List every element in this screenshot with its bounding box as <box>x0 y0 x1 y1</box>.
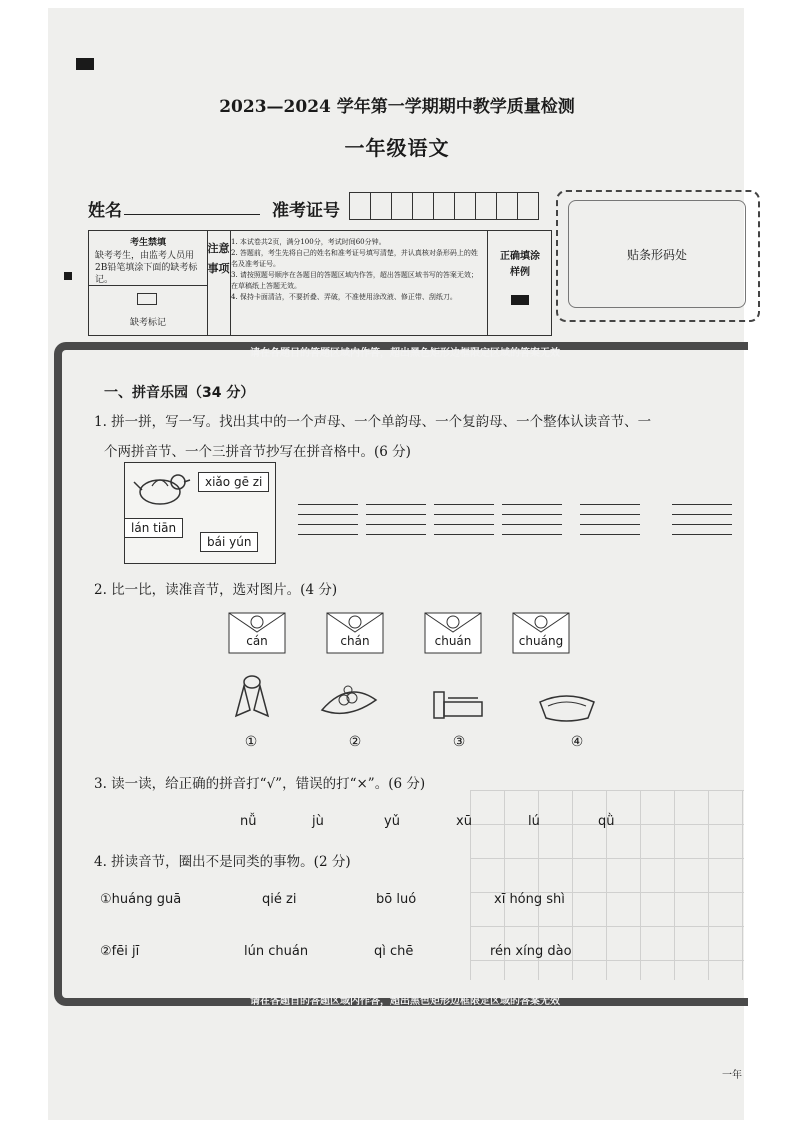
sample-cell <box>487 231 552 335</box>
section-title: 一、拼音乐园（34 分） <box>104 385 255 401</box>
side-registration-mark <box>64 272 72 280</box>
registration-mark <box>76 58 94 70</box>
silkworm-on-leaf-icon <box>318 676 378 726</box>
pinyin-word[interactable]: rén xíng dào <box>490 944 572 959</box>
card-syllable: cán <box>246 634 268 648</box>
digit-box[interactable] <box>433 192 455 220</box>
pinyin-word[interactable]: xī hóng shì <box>494 892 565 907</box>
pinyin-word[interactable]: ②fēi jī <box>100 944 140 959</box>
notes-item: 2. 答题前，考生先将自己的姓名和准考证号填写清楚，并认真核对条形码上的姓名及准考证号。 <box>231 249 478 268</box>
pinyin-writing-lines[interactable] <box>580 504 640 536</box>
exam-number-label: 准考证号 <box>272 201 340 221</box>
digit-box[interactable] <box>370 192 392 220</box>
bed-icon <box>428 676 488 726</box>
pinyin-word[interactable]: lún chuán <box>244 944 309 959</box>
missing-exam-checkbox[interactable] <box>137 293 157 305</box>
card-syllable: chuáng <box>518 634 564 648</box>
syllable-label: bái yún <box>200 532 258 552</box>
pinyin-item: nǚ <box>240 814 257 829</box>
picture-number: ④ <box>570 734 584 750</box>
picture-number: ② <box>348 734 362 750</box>
page-footer: 一年 <box>722 1070 742 1081</box>
card-syllable: chán <box>340 634 370 648</box>
cicada-icon <box>222 670 282 720</box>
pinyin-item: yǔ <box>384 814 400 829</box>
notice-table <box>88 230 552 336</box>
notes-item: 3. 请按照题号顺序在各题目的答题区域内作答，超出答题区域书写的答案无效；在草稿纸上答题无效。 <box>231 271 478 290</box>
digit-box[interactable] <box>349 192 371 220</box>
divider <box>89 285 207 286</box>
exam-number-boxes[interactable] <box>350 192 539 218</box>
pinyin-writing-lines[interactable] <box>672 504 732 536</box>
pinyin-writing-lines[interactable] <box>434 504 494 536</box>
filled-sample-mark <box>511 295 529 305</box>
notes-item: 4. 保持卡面清洁，不要折叠、弄破，不准使用涂改液、修正带、刮纸刀。 <box>231 293 457 301</box>
exam-subtitle: 一年级语文 <box>344 136 450 160</box>
syllable-label: xiǎo gē zi <box>198 472 269 492</box>
notes-list <box>231 237 479 303</box>
boat-icon <box>536 680 596 730</box>
notes-side-label: 注意事项 <box>207 231 231 335</box>
digit-box[interactable] <box>391 192 413 220</box>
sample-label: 正确填涂样例 <box>500 251 540 278</box>
pinyin-word[interactable]: ①huáng guā <box>100 892 182 907</box>
digit-box[interactable] <box>412 192 434 220</box>
missing-exam-cell <box>89 231 208 335</box>
notes-item: 1. 本试卷共2页，满分100分，考试时间60分钟。 <box>231 238 386 246</box>
card-syllable: chuán <box>434 634 472 648</box>
name-field[interactable] <box>124 214 260 215</box>
digit-box[interactable] <box>454 192 476 220</box>
pinyin-word[interactable]: qié zi <box>262 892 297 907</box>
frame-notice-top: 请在各题目的答题区域内作答，超出黑色矩形边框限定区域的答案无效 <box>250 348 560 359</box>
picture-number: ① <box>244 734 258 750</box>
barcode-label: 贴条形码处 <box>568 200 746 308</box>
pinyin-word[interactable]: qì chē <box>374 944 414 959</box>
pinyin-writing-lines[interactable] <box>298 504 358 536</box>
pinyin-item: jù <box>312 814 324 829</box>
missing-exam-label: 缺考标记 <box>129 318 166 328</box>
notice-body: 缺考考生，由监考人员用2B铅笔填涂下面的缺考标记。 <box>95 251 198 285</box>
digit-box[interactable] <box>496 192 518 220</box>
pinyin-word[interactable]: bō luó <box>376 892 417 907</box>
question-3: 3. 读一读，给正确的拼音打“√”，错误的打“×”。(6 分) <box>94 776 426 792</box>
frame-notice-bottom: 请在各题目的答题区域内作答，超出黑色矩形边框限定区域的答案无效 <box>250 996 560 1007</box>
name-label: 姓名 <box>88 201 122 221</box>
pinyin-item: lú <box>528 814 540 829</box>
pinyin-writing-lines[interactable] <box>366 504 426 536</box>
pinyin-item: xū <box>456 814 472 829</box>
bird-icon <box>132 468 192 512</box>
syllable-label: lán tiān <box>124 518 183 538</box>
question-2: 2. 比一比，读准音节，选对图片。(4 分) <box>94 582 338 598</box>
digit-box[interactable] <box>517 192 539 220</box>
pinyin-item: qǜ <box>598 814 615 829</box>
question-4: 4. 拼读音节，圈出不是同类的事物。(2 分) <box>94 854 351 870</box>
pinyin-writing-lines[interactable] <box>502 504 562 536</box>
question-1: 1. 拼一拼，写一写。找出其中的一个声母、一个单韵母、一个复韵母、一个整体认读音节、一 <box>94 414 652 430</box>
digit-box[interactable] <box>475 192 497 220</box>
exam-title: 2023—2024 学年第一学期期中教学质量检测 <box>219 97 575 117</box>
notice-heading: 考生禁填 <box>129 238 166 248</box>
question-1-cont: 个两拼音节、一个三拼音节抄写在拼音格中。(6 分) <box>104 444 411 460</box>
picture-number: ③ <box>452 734 466 750</box>
